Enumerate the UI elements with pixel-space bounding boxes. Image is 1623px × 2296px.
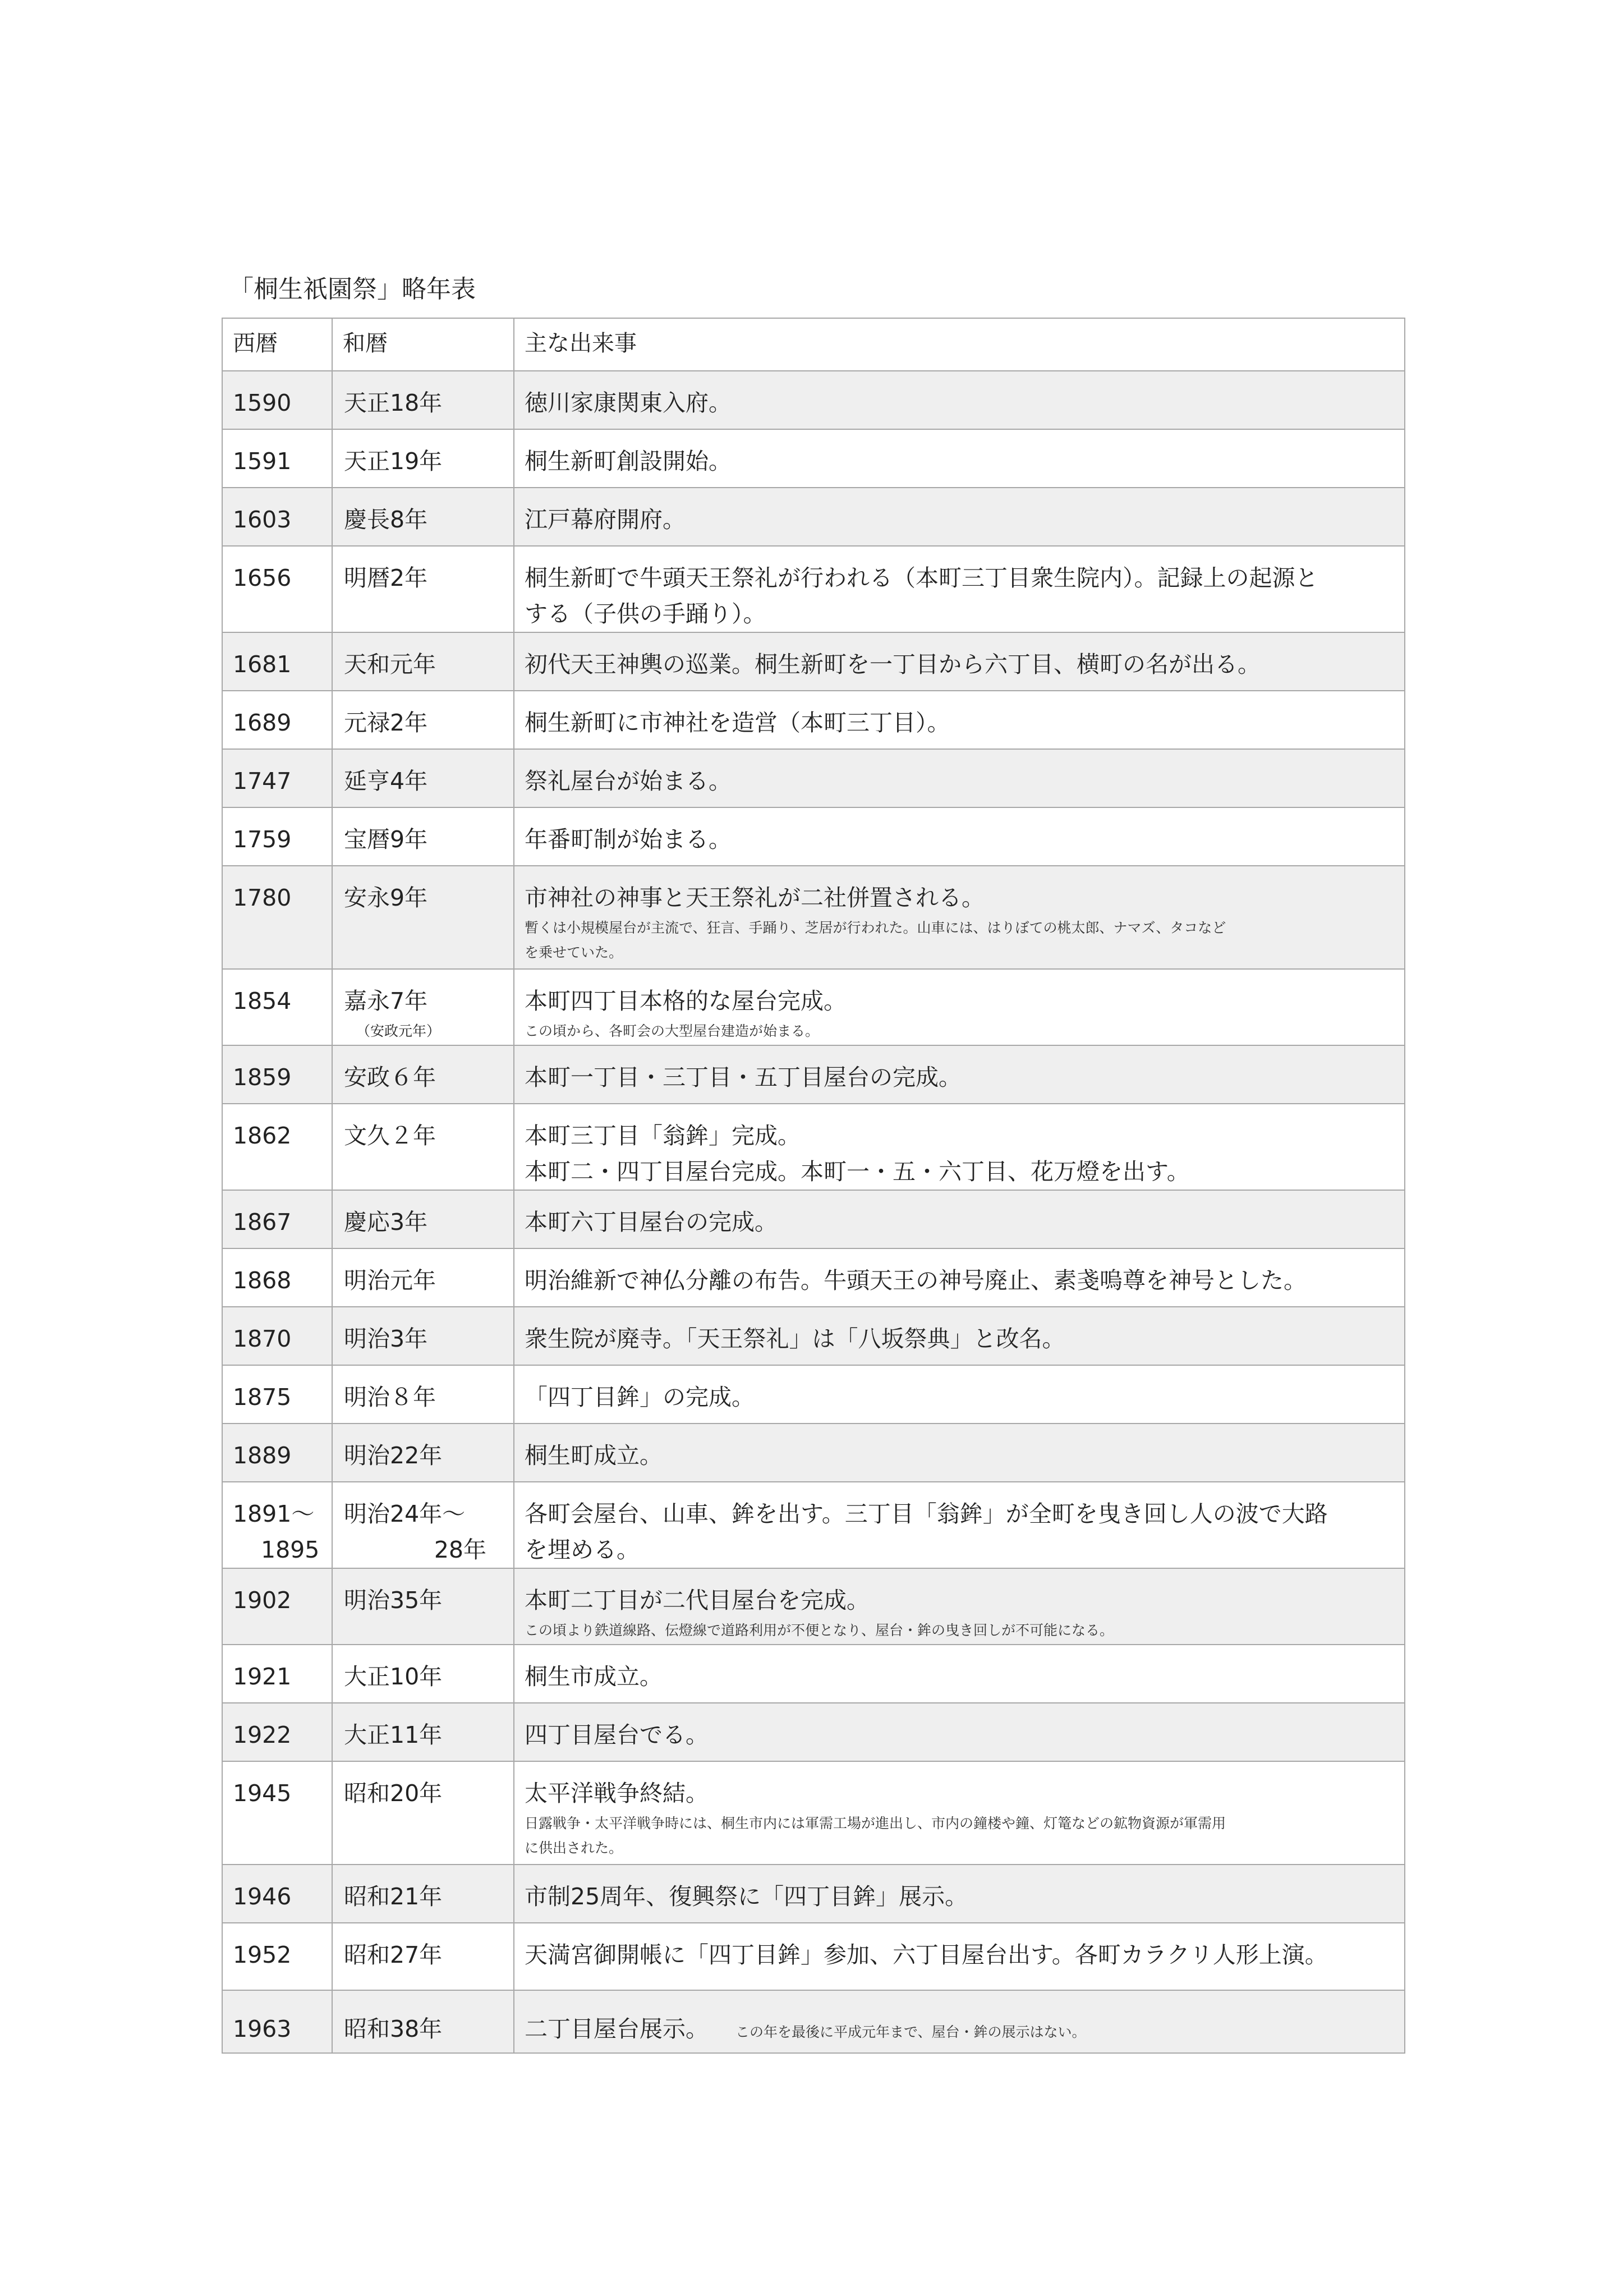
event-note: を乗せていた。 — [525, 944, 623, 961]
table-row — [222, 1645, 1405, 1703]
event-cell: 初代天王神輿の巡業。桐生新町を一丁目から六丁目、横町の名が出る。 — [514, 632, 1405, 691]
year-end: 1895 — [261, 1536, 320, 1563]
year-cell: 1922 — [222, 1703, 332, 1761]
table-row — [222, 866, 1405, 969]
event-cell: 桐生市成立。 — [514, 1645, 1405, 1703]
era-cell: 明治3年 — [332, 1307, 514, 1365]
era-cell: 天正18年 — [332, 371, 514, 429]
year-cell: 1681 — [222, 632, 332, 691]
event-cell: 桐生新町に市神社を造営（本町三丁目）。 — [514, 691, 1405, 749]
event-line: 各町会屋台、山車、鉾を出す。三丁目「翁鉾」が全町を曳き回し人の波で大路 — [525, 1500, 1328, 1527]
table-row — [222, 1482, 1405, 1568]
table-row — [222, 1761, 1405, 1865]
event-line: を埋める。 — [525, 1536, 640, 1563]
event-cell — [514, 546, 1405, 632]
event-cell — [514, 969, 1405, 1045]
year-cell: 1945 — [222, 1761, 332, 1865]
event-cell: 本町一丁目・三丁目・五丁目屋台の完成。 — [514, 1045, 1405, 1104]
document-title: 「桐生祇園祭」略年表 — [229, 275, 476, 304]
year-cell: 1780 — [222, 866, 332, 969]
year-cell: 1963 — [222, 1990, 332, 2053]
event-line: 市神社の神事と天王祭礼が二社併置される。 — [525, 884, 985, 911]
event-note: 暫くは小規模屋台が主流で、狂言、手踊り、芝居が行われた。山車には、はりぼての桃太郎、ナマズ、タコなど — [525, 920, 1226, 936]
era-cell: 安政６年 — [332, 1045, 514, 1104]
era-cell: 慶応3年 — [332, 1190, 514, 1248]
era-cell: 大正10年 — [332, 1645, 514, 1703]
era-cell: 明治35年 — [332, 1568, 514, 1645]
era-cell: 明暦2年 — [332, 546, 514, 632]
table-row — [222, 807, 1405, 866]
event-line: 桐生新町で牛頭天王祭礼が行われる（本町三丁目衆生院内）。記録上の起源と — [525, 564, 1318, 591]
event-cell: 天満宮御開帳に「四丁目鉾」参加、六丁目屋台出す。各町カラクリ人形上演。 — [514, 1923, 1405, 1990]
era-cell: 昭和21年 — [332, 1865, 514, 1923]
era-cell: 宝暦9年 — [332, 807, 514, 866]
year-cell — [222, 1482, 332, 1568]
year-cell: 1952 — [222, 1923, 332, 1990]
era-cell: 昭和27年 — [332, 1923, 514, 1990]
year-cell: 1689 — [222, 691, 332, 749]
year-cell: 1875 — [222, 1365, 332, 1423]
year-cell: 1859 — [222, 1045, 332, 1104]
event-cell — [514, 1568, 1405, 1645]
era-cell — [332, 969, 514, 1045]
event-cell — [514, 866, 1405, 969]
year-cell: 1946 — [222, 1865, 332, 1923]
year-cell: 1590 — [222, 371, 332, 429]
year-cell: 1591 — [222, 429, 332, 488]
year-cell: 1902 — [222, 1568, 332, 1645]
event-line: する（子供の手踊り）。 — [525, 600, 766, 627]
table-row — [222, 1307, 1405, 1365]
header-main-events: 主な出来事 — [514, 318, 1405, 371]
event-line: 本町二丁目が二代目屋台を完成。 — [525, 1587, 870, 1614]
year-cell: 1759 — [222, 807, 332, 866]
header-japanese-era: 和暦 — [332, 318, 514, 371]
table-row — [222, 1190, 1405, 1248]
year-cell: 1870 — [222, 1307, 332, 1365]
year-cell: 1921 — [222, 1645, 332, 1703]
table-row — [222, 546, 1405, 632]
era-cell: 明治22年 — [332, 1423, 514, 1482]
year-cell: 1889 — [222, 1423, 332, 1482]
era-cell: 大正11年 — [332, 1703, 514, 1761]
table-row — [222, 371, 1405, 429]
year-cell: 1854 — [222, 969, 332, 1045]
event-line: 太平洋戦争終結。 — [525, 1780, 709, 1807]
era-cell: 文久２年 — [332, 1104, 514, 1190]
year-cell: 1868 — [222, 1248, 332, 1307]
table-row — [222, 1045, 1405, 1104]
event-cell — [514, 1482, 1405, 1568]
event-line: 本町四丁目本格的な屋台完成。 — [525, 988, 847, 1014]
event-cell: 衆生院が廃寺。「天王祭礼」は「八坂祭典」と改名。 — [514, 1307, 1405, 1365]
event-text: 二丁目屋台展示。 — [525, 2015, 709, 2042]
table-row — [222, 691, 1405, 749]
event-cell: 本町六丁目屋台の完成。 — [514, 1190, 1405, 1248]
table-row — [222, 969, 1405, 1045]
table-row — [222, 488, 1405, 546]
table-row — [222, 1568, 1405, 1645]
era-cell: 安永9年 — [332, 866, 514, 969]
era-cell: 天正19年 — [332, 429, 514, 488]
event-cell: 桐生町成立。 — [514, 1423, 1405, 1482]
era-alternate: （安政元年） — [356, 1023, 441, 1039]
event-cell: 祭礼屋台が始まる。 — [514, 749, 1405, 807]
table-row — [222, 1865, 1405, 1923]
era-cell: 慶長8年 — [332, 488, 514, 546]
event-cell: 桐生新町創設開始。 — [514, 429, 1405, 488]
event-cell: 徳川家康関東入府。 — [514, 371, 1405, 429]
event-note: この頃から、各町会の大型屋台建造が始まる。 — [525, 1023, 820, 1039]
event-cell — [514, 1104, 1405, 1190]
table-row — [222, 1423, 1405, 1482]
event-cell: 市制25周年、復興祭に「四丁目鉾」展示。 — [514, 1865, 1405, 1923]
header-western-year: 西暦 — [222, 318, 332, 371]
table-row — [222, 429, 1405, 488]
era-cell — [332, 1482, 514, 1568]
chronology-table — [222, 318, 1405, 2054]
event-cell — [514, 1761, 1405, 1865]
event-cell: 明治維新で神仏分離の布告。牛頭天王の神号廃止、素戔嗚尊を神号とした。 — [514, 1248, 1405, 1307]
era-cell: 明治元年 — [332, 1248, 514, 1307]
table-row — [222, 632, 1405, 691]
table-row — [222, 749, 1405, 807]
era-cell: 昭和20年 — [332, 1761, 514, 1865]
event-line: 本町二・四丁目屋台完成。本町一・五・六丁目、花万燈を出す。 — [525, 1158, 1190, 1185]
era-end: 28年 — [434, 1536, 486, 1563]
era-cell: 元禄2年 — [332, 691, 514, 749]
era-cell: 昭和38年 — [332, 1990, 514, 2053]
table-row — [222, 1365, 1405, 1423]
event-line: 本町三丁目「翁鉾」完成。 — [525, 1122, 801, 1149]
table-row — [222, 1703, 1405, 1761]
event-note: この頃より鉄道線路、伝燈線で道路利用が不便となり、屋台・鉾の曳き回しが不可能になる。 — [525, 1622, 1114, 1638]
event-cell: 江戸幕府開府。 — [514, 488, 1405, 546]
era-start: 明治24年〜 — [344, 1500, 466, 1527]
era-main: 嘉永7年 — [344, 988, 428, 1014]
year-cell: 1747 — [222, 749, 332, 807]
year-cell: 1862 — [222, 1104, 332, 1190]
era-cell: 明治８年 — [332, 1365, 514, 1423]
table-header-row — [222, 318, 1405, 371]
year-cell: 1867 — [222, 1190, 332, 1248]
table-row — [222, 1990, 1405, 2053]
era-cell: 天和元年 — [332, 632, 514, 691]
event-note: に供出された。 — [525, 1840, 623, 1856]
event-cell: 四丁目屋台でる。 — [514, 1703, 1405, 1761]
event-cell: 年番町制が始まる。 — [514, 807, 1405, 866]
table-row — [222, 1923, 1405, 1990]
era-cell: 延亨4年 — [332, 749, 514, 807]
year-cell: 1603 — [222, 488, 332, 546]
table-row — [222, 1248, 1405, 1307]
event-note-inline: この年を最後に平成元年まで、屋台・鉾の展示はない。 — [735, 2024, 1086, 2040]
year-start: 1891〜 — [233, 1500, 315, 1527]
event-cell — [514, 1990, 1405, 2053]
event-note: 日露戦争・太平洋戦争時には、桐生市内には軍需工場が進出し、市内の鐘楼や鐘、灯篭などの鉱物資源が軍需用 — [525, 1815, 1226, 1831]
event-cell: 「四丁目鉾」の完成。 — [514, 1365, 1405, 1423]
table-row — [222, 1104, 1405, 1190]
year-cell: 1656 — [222, 546, 332, 632]
